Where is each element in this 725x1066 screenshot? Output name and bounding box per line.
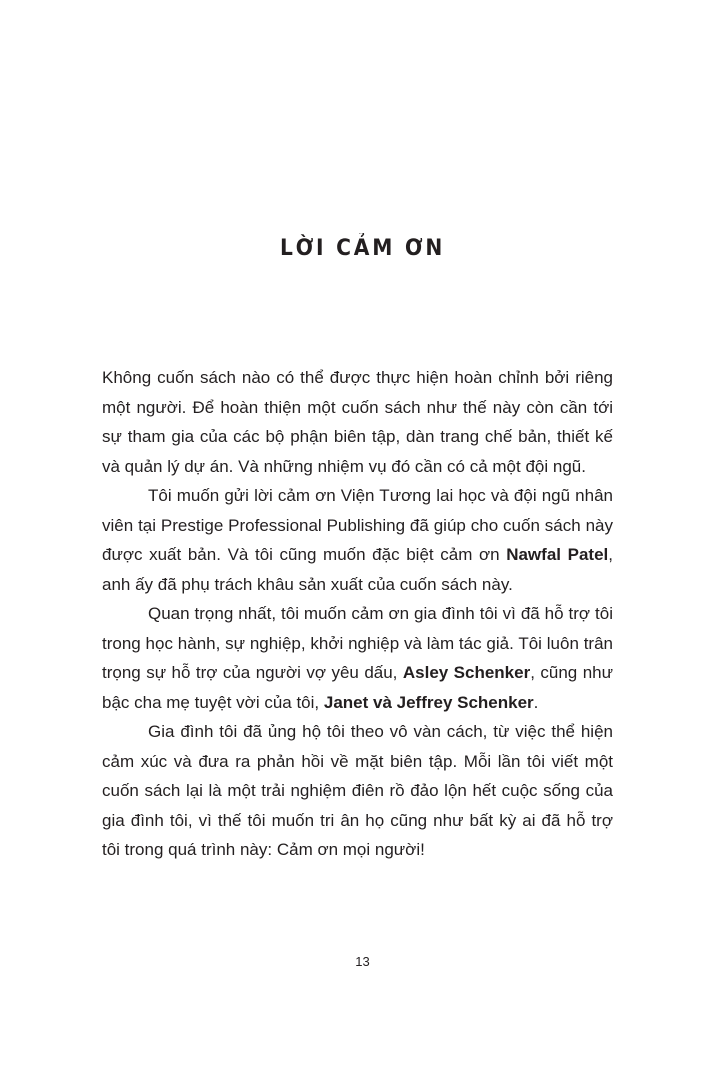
paragraph-2-text-1: Tôi muốn gửi lời cảm ơn Viện Tương lai học và đội ngũ nhân viên tại Prestige Professional Publishing đã giúp cho cuốn sách này được xuất bản. Và tôi cũng muốn đặc biệt cảm ơn (102, 486, 613, 564)
page-title: LỜI CẢM ƠN (279, 236, 446, 261)
paragraph-1 (102, 363, 613, 481)
paragraph-2 (102, 481, 613, 599)
acknowledgements-body (102, 363, 613, 865)
paragraph-3-text-1: Quan trọng nhất, tôi muốn cảm ơn gia đình tôi vì đã hỗ trợ tôi trong học hành, sự nghiệp, khởi nghiệp và làm tác giả. Tôi luôn trân trọng sự hỗ trợ của người vợ yêu dấu, (102, 604, 613, 682)
page-number: 13 (355, 954, 370, 969)
paragraph-3-bold-name-1: Asley Schenker (402, 663, 531, 682)
paragraph-4 (102, 717, 613, 865)
paragraph-3-bold-name-2: Janet và Jeffrey Schenker (323, 692, 534, 712)
paragraph-3 (102, 599, 613, 717)
paragraph-2-text-2: , anh ấy đã phụ trách khâu sản xuất của cuốn sách này. (102, 545, 613, 594)
paragraph-3-text-2: , cũng như bậc cha mẹ tuyệt vời của tôi, (102, 663, 613, 712)
paragraph-4-text: Gia đình tôi đã ủng hộ tôi theo vô vàn cách, từ việc thể hiện cảm xúc và đưa ra phản hồi về mặt biên tập. Mỗi lần tôi viết một cuốn sách lại là một trải nghiệm điên rồ đảo lộn hết cuộc sống của gia đình tôi, vì thế tôi muốn tri ân họ cũng như bất kỳ ai đã hỗ trợ tôi trong quá trình này: Cảm ơn mọi người! (102, 722, 613, 859)
paragraph-3-text-3: . (533, 692, 539, 712)
paragraph-2-bold-name: Nawfal Patel (506, 545, 609, 564)
paragraph-1-text: Không cuốn sách nào có thể được thực hiện hoàn chỉnh bởi riêng một người. Để hoàn thiện một cuốn sách như thế này còn cần tới sự tham gia của các bộ phận biên tập, dàn trang chế bản, thiết kế và quản lý dự án. Và những nhiệm vụ đó cần có cả một đội ngũ. (102, 368, 613, 476)
